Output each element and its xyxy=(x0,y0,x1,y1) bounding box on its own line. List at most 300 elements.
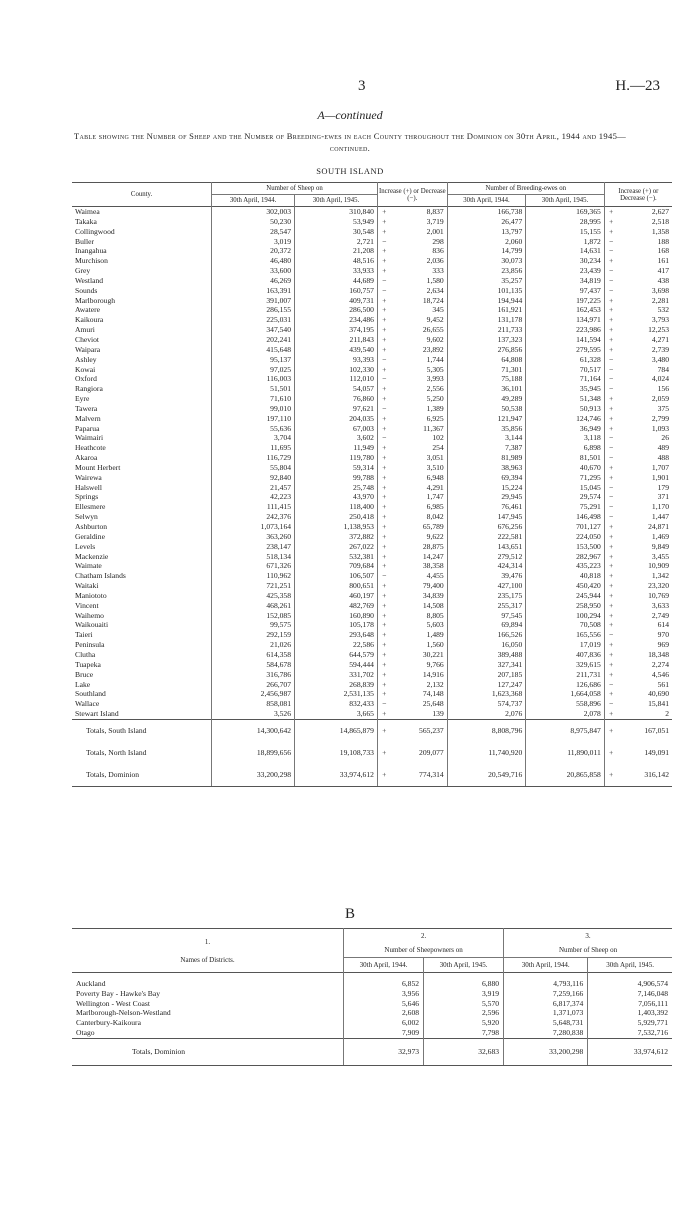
sheep-change: 298 xyxy=(391,237,448,247)
owners-1945: 32,683 xyxy=(424,1038,504,1065)
sheep-1944: 111,415 xyxy=(212,502,295,512)
sheep-1944: 97,025 xyxy=(212,365,295,375)
ewes-1944: 13,797 xyxy=(447,227,526,237)
sheep-change-sign: + xyxy=(382,709,387,719)
table-row xyxy=(72,404,672,414)
ewes-change-sign: + xyxy=(608,226,614,236)
sheep-1944: 1,371,073 xyxy=(504,1008,588,1018)
ewes-1945: 282,967 xyxy=(526,552,605,562)
sheep-1944: 99,575 xyxy=(212,620,295,630)
sheep-change: 345 xyxy=(391,305,448,315)
sheep-1944: 584,678 xyxy=(212,660,295,670)
ewes-1945: 224,050 xyxy=(526,532,605,542)
table-row xyxy=(72,492,672,502)
table-row xyxy=(72,335,672,345)
ewes-change-sign: − xyxy=(608,364,614,374)
table-row xyxy=(72,286,672,296)
ewes-change: 9,849 xyxy=(651,541,669,551)
sheep-1944: 425,358 xyxy=(212,591,295,601)
ewes-1944: 71,301 xyxy=(447,365,526,375)
sheep-1945: 1,403,392 xyxy=(637,1008,668,1018)
table-row xyxy=(72,973,672,989)
table-row xyxy=(72,660,672,670)
ewes-1944: 279,512 xyxy=(447,552,526,562)
county-name: Halswell xyxy=(72,483,212,493)
ewes-1944: 64,808 xyxy=(447,355,526,365)
ewes-change: 316,142 xyxy=(617,764,672,787)
table-row xyxy=(72,689,672,699)
sheep-1945: 250,418 xyxy=(295,512,378,522)
ewes-change-sign: − xyxy=(608,699,614,709)
ewes-1944: 194,944 xyxy=(447,296,526,306)
sheep-1945: 53,949 xyxy=(295,217,378,227)
sheep-change: 11,367 xyxy=(391,424,448,434)
ewes-1944: 30,073 xyxy=(447,256,526,266)
sheep-1944: 33,600 xyxy=(212,266,295,276)
table-row xyxy=(72,1028,672,1038)
sheep-1945: 7,056,111 xyxy=(638,998,668,1008)
owners-1945: 5,920 xyxy=(424,1018,504,1028)
ewes-1944: 35,257 xyxy=(447,276,526,286)
ewes-1944: 26,477 xyxy=(447,217,526,227)
ewes-1945: 141,594 xyxy=(526,335,605,345)
sheep-1945: 331,702 xyxy=(295,670,378,680)
sheep-1945: 48,516 xyxy=(295,256,378,266)
sheep-change: 9,452 xyxy=(391,315,448,325)
sheep-1945: 22,586 xyxy=(295,640,378,650)
ewes-change-sign: + xyxy=(608,334,614,344)
sheep-1945: 102,330 xyxy=(295,365,378,375)
section-b-title: B xyxy=(344,906,355,922)
ewes-1945: 29,574 xyxy=(526,492,605,502)
sheep-1945: 267,022 xyxy=(295,542,378,552)
sheep-change-sign: + xyxy=(382,325,387,335)
county-name: Mackenzie xyxy=(72,552,212,562)
table-row xyxy=(72,276,672,286)
ewes-1944: 101,135 xyxy=(447,286,526,296)
totals-label: Totals, North Island xyxy=(72,742,212,764)
sheepowners-group-header: Number of Sheepowners on xyxy=(344,943,504,958)
owners-1944: 5,646 xyxy=(344,999,424,1009)
county-name: Tuapeka xyxy=(72,660,212,670)
sheep-change: 5,305 xyxy=(391,365,448,375)
sheep-1945: 30,548 xyxy=(295,227,378,237)
ewes-change: 1,901 xyxy=(651,472,669,482)
ewes-1945: 71,295 xyxy=(526,473,605,483)
sheep-1945: 234,486 xyxy=(295,315,378,325)
totals-row xyxy=(72,742,672,764)
owners-1945: 7,798 xyxy=(424,1028,504,1038)
table-row xyxy=(72,542,672,552)
ewes-1944: 389,488 xyxy=(447,650,526,660)
county-name: Malvern xyxy=(72,414,212,424)
county-name: Waipara xyxy=(72,345,212,355)
totals-row xyxy=(72,1038,672,1065)
ewes-1945: 100,294 xyxy=(526,611,605,621)
ewes-change: 161 xyxy=(657,256,669,266)
sheep-change-sign: + xyxy=(382,344,387,354)
sheep-1944: 55,804 xyxy=(212,463,295,473)
sheep-1945: 21,208 xyxy=(295,246,378,256)
table-row xyxy=(72,989,672,999)
ewes-change: 3,698 xyxy=(651,285,669,295)
district-header-number: 1. xyxy=(204,937,211,946)
sheep-1945: 112,010 xyxy=(295,374,378,384)
sheep-change: 1,560 xyxy=(391,640,448,650)
sheep-1945: 709,684 xyxy=(295,561,378,571)
table-row xyxy=(72,266,672,276)
table-row xyxy=(72,630,672,640)
sheep-change-sign: + xyxy=(382,551,387,561)
sheep-change: 1,580 xyxy=(391,276,448,286)
sheep-1944: 116,003 xyxy=(212,374,295,384)
breeding-group-header: Number of Breeding-ewes on xyxy=(447,183,604,195)
ewes-change-sign: − xyxy=(608,443,614,453)
ewes-change-sign: − xyxy=(608,285,614,295)
ewes-1945-header: 30th April, 1945. xyxy=(526,195,605,207)
ewes-change: 24,871 xyxy=(648,522,669,531)
sheep-change: 209,077 xyxy=(391,742,448,764)
ewes-change: 532 xyxy=(657,305,669,315)
table-row xyxy=(72,453,672,463)
table-row xyxy=(72,345,672,355)
sheep-change-sign: + xyxy=(377,719,390,742)
sheep-change: 254 xyxy=(391,443,448,453)
ewes-1944: 121,947 xyxy=(447,414,526,424)
sheep-1944: 46,480 xyxy=(212,256,295,266)
county-name: Bruce xyxy=(72,670,212,680)
sheep-1944: 3,019 xyxy=(212,237,295,247)
table-row xyxy=(72,571,672,581)
county-name: Collingwood xyxy=(72,227,212,237)
ewes-1945: 23,439 xyxy=(526,266,605,276)
ewes-change-sign: + xyxy=(608,207,614,216)
sheep-1944: 4,793,116 xyxy=(504,973,588,989)
sheep-change: 28,875 xyxy=(391,542,448,552)
ewes-1945: 2,078 xyxy=(526,709,605,719)
district-name: Otago xyxy=(72,1028,344,1038)
table-row xyxy=(72,473,672,483)
ewes-1945: 35,945 xyxy=(526,384,605,394)
ewes-1944: 2,076 xyxy=(447,709,526,719)
county-name: Clutha xyxy=(72,650,212,660)
ewes-change-sign: − xyxy=(608,482,614,492)
county-name: Oxford xyxy=(72,374,212,384)
ewes-1945: 153,500 xyxy=(526,542,605,552)
owners-1944: 6,002 xyxy=(344,1018,424,1028)
sheep-1944: 238,147 xyxy=(212,542,295,552)
county-name: Wallace xyxy=(72,699,212,709)
county-name: Levels xyxy=(72,542,212,552)
table-row xyxy=(72,552,672,562)
sheep-1945: 268,839 xyxy=(295,680,378,690)
sheep-change-sign: + xyxy=(382,649,387,659)
owners-1945: 6,880 xyxy=(424,973,504,989)
ewes-change: 12,253 xyxy=(648,325,669,335)
sheep-1945: 211,843 xyxy=(295,335,378,345)
county-name: Vincent xyxy=(72,601,212,611)
ewes-change-sign: − xyxy=(608,630,614,640)
sheep-1944: 242,376 xyxy=(212,512,295,522)
ewes-1944: 166,526 xyxy=(447,630,526,640)
table-row xyxy=(72,999,672,1009)
table-row xyxy=(72,374,672,384)
sheep-change: 836 xyxy=(391,246,448,256)
sheep-change: 6,948 xyxy=(391,473,448,483)
table-row xyxy=(72,601,672,611)
sheep-change-sign: + xyxy=(382,522,387,531)
ewes-change: 3,633 xyxy=(651,600,669,610)
table-row xyxy=(72,483,672,493)
ewes-change-sign: − xyxy=(608,236,614,246)
sheep-1945: 105,178 xyxy=(295,620,378,630)
sheep-number: 3. xyxy=(504,929,672,944)
sheep-change: 1,747 xyxy=(391,492,448,502)
ewes-change: 784 xyxy=(657,364,669,374)
sheep-change: 79,400 xyxy=(391,581,448,591)
county-name: Waimairi xyxy=(72,433,212,443)
ewes-change: 2,281 xyxy=(651,295,669,305)
sheep-1945: 7,146,048 xyxy=(637,988,668,998)
ewes-change-sign: + xyxy=(608,423,614,433)
sheep-change: 65,789 xyxy=(391,522,448,532)
county-sheep-table xyxy=(72,182,672,787)
sheep-change-sign: + xyxy=(382,747,387,757)
ewes-1944: 15,224 xyxy=(447,483,526,493)
ewes-change-sign: − xyxy=(608,492,614,502)
district-sheepowners-table xyxy=(72,928,672,1066)
sheep-change: 9,602 xyxy=(391,335,448,345)
ewes-change: 188 xyxy=(657,236,669,246)
sheep-1944: 21,026 xyxy=(212,640,295,650)
sheep-change: 565,237 xyxy=(391,719,448,742)
table-row xyxy=(72,384,672,394)
sheep-1945: 5,929,771 xyxy=(637,1018,668,1028)
sheep-change: 25,648 xyxy=(391,699,448,709)
sheep-change-sign: − xyxy=(382,275,387,285)
county-name: Lake xyxy=(72,680,212,690)
sheep-change-sign: + xyxy=(382,492,387,502)
ewes-1945: 134,971 xyxy=(526,315,605,325)
totals-row xyxy=(72,719,672,742)
ewes-1944: 137,323 xyxy=(447,335,526,345)
sheep-change-sign: + xyxy=(382,679,387,689)
ewes-1944-header: 30th April, 1944. xyxy=(447,195,526,207)
sheep-1945: 310,840 xyxy=(295,207,378,217)
ewes-1945: 162,453 xyxy=(526,305,605,315)
sheep-change: 5,250 xyxy=(391,394,448,404)
ewes-1944: 23,856 xyxy=(447,266,526,276)
sheep-1945: 19,108,733 xyxy=(295,742,378,764)
ewes-change-sign: + xyxy=(608,649,614,659)
table-row xyxy=(72,217,672,227)
table-row xyxy=(72,315,672,325)
ewes-change-sign: + xyxy=(608,590,614,600)
ewes-change: 970 xyxy=(657,630,669,640)
sheep-1944: 20,372 xyxy=(212,246,295,256)
sheep-change: 3,510 xyxy=(391,463,448,473)
ewes-change: 2,739 xyxy=(651,344,669,354)
sheep-change: 5,603 xyxy=(391,620,448,630)
sheep-change-sign: − xyxy=(382,433,387,443)
sheep-group-header-b: Number of Sheep on xyxy=(558,946,618,954)
ewes-1944: 49,289 xyxy=(447,394,526,404)
sheep-1945: 832,433 xyxy=(295,699,378,709)
district-header xyxy=(72,929,344,973)
sheep-change-sign: − xyxy=(382,699,387,709)
sheep-change: 139 xyxy=(391,709,448,719)
sheep-1944: 92,840 xyxy=(212,473,295,483)
ewes-1944: 76,461 xyxy=(447,502,526,512)
sheep-1944: 163,391 xyxy=(212,286,295,296)
table-row xyxy=(72,709,672,719)
county-name: Inangahua xyxy=(72,246,212,256)
sheep-change-sign: + xyxy=(382,472,387,482)
sheep-1945: 439,540 xyxy=(295,345,378,355)
sheep-1945: 160,890 xyxy=(295,611,378,621)
ewes-1945: 20,865,858 xyxy=(526,764,605,787)
ewes-change: 2,627 xyxy=(651,207,669,216)
ewes-change-sign: + xyxy=(608,581,614,591)
sheep-change: 14,508 xyxy=(391,601,448,611)
sheep-change-sign: + xyxy=(382,669,387,679)
sheep-1944: 28,547 xyxy=(212,227,295,237)
sheep-1944: 18,899,656 xyxy=(212,742,295,764)
ewes-1945: 15,045 xyxy=(526,483,605,493)
ewes-change-sign: − xyxy=(608,502,614,512)
ewes-1945: 701,127 xyxy=(526,522,605,532)
county-name: Ashley xyxy=(72,355,212,365)
sheep-1945: 204,035 xyxy=(295,414,378,424)
sheep-1944: 415,648 xyxy=(212,345,295,355)
ewes-1945: 169,365 xyxy=(526,207,605,217)
sheep-change-sign: + xyxy=(382,659,387,669)
increase-header: Increase (+) or Decrease (−). xyxy=(377,183,447,207)
ewes-change-sign: − xyxy=(608,679,614,689)
ewes-1945: 14,631 xyxy=(526,246,605,256)
ewes-1944: 7,387 xyxy=(447,443,526,453)
county-name: Waihemo xyxy=(72,611,212,621)
sheep-1945: 460,197 xyxy=(295,591,378,601)
sheep-change: 3,051 xyxy=(391,453,448,463)
sheep-change-sign: + xyxy=(382,226,387,236)
sheep-change: 6,985 xyxy=(391,502,448,512)
sheep-change: 1,744 xyxy=(391,355,448,365)
sheep-change-sign: + xyxy=(377,764,390,787)
ewes-change: 371 xyxy=(657,492,669,502)
sheep-group-header: Number of Sheep on xyxy=(212,183,378,195)
district-name: Poverty Bay - Hawke's Bay xyxy=(72,989,344,999)
table-row xyxy=(72,365,672,375)
ewes-change: 26 xyxy=(661,433,669,443)
ewes-change-sign: + xyxy=(604,764,617,787)
ewes-1944: 222,581 xyxy=(447,532,526,542)
sheep-change: 3,993 xyxy=(391,374,448,384)
sheep-1944: 347,540 xyxy=(212,325,295,335)
table-row xyxy=(72,522,672,532)
ewes-1945: 3,118 xyxy=(526,433,605,443)
sheep-1945: 76,860 xyxy=(295,394,378,404)
ewes-1945: 17,019 xyxy=(526,640,605,650)
sheep-1945: 800,651 xyxy=(295,581,378,591)
sheep-1945: 644,579 xyxy=(295,650,378,660)
ewes-change: 167,051 xyxy=(617,719,672,742)
sheep-1945: 44,689 xyxy=(295,276,378,286)
sheep-change: 2,036 xyxy=(391,256,448,266)
sheep-change-sign: + xyxy=(382,630,387,640)
sheep-change: 8,837 xyxy=(391,207,448,217)
county-name: Sounds xyxy=(72,286,212,296)
table-row xyxy=(72,699,672,709)
table-row xyxy=(72,237,672,247)
sheep-change-sign: + xyxy=(382,216,387,226)
sheep-change-sign: + xyxy=(382,581,387,591)
ewes-change: 489 xyxy=(657,443,669,453)
county-name: Waimea xyxy=(72,207,212,217)
sheep-1945: 54,057 xyxy=(295,384,378,394)
sheep-1944: 468,261 xyxy=(212,601,295,611)
county-name: Murchison xyxy=(72,256,212,266)
county-name: Mount Herbert xyxy=(72,463,212,473)
sheep-change-sign: − xyxy=(382,236,387,246)
table-row xyxy=(72,305,672,315)
ewes-change: 149,091 xyxy=(644,747,669,757)
owners-1944: 6,852 xyxy=(344,973,424,989)
ewes-1945: 197,225 xyxy=(526,296,605,306)
ewes-change-sign: − xyxy=(608,384,614,394)
county-name: Grey xyxy=(72,266,212,276)
ewes-change-sign: + xyxy=(608,472,614,482)
sheep-1945: 286,500 xyxy=(295,305,378,315)
ewes-change: 15,841 xyxy=(648,699,669,709)
table-row xyxy=(72,1008,672,1018)
table-row xyxy=(72,394,672,404)
sheep-change-sign: + xyxy=(382,246,387,256)
county-name: Rangiora xyxy=(72,384,212,394)
district-name: Canterbury-Kaikoura xyxy=(72,1018,344,1028)
ewes-1944: 14,799 xyxy=(447,246,526,256)
sheep-change-sign: − xyxy=(382,354,387,364)
sheep-change-sign: + xyxy=(382,610,387,620)
ewes-change: 3,480 xyxy=(651,354,669,364)
ewes-1944: 69,894 xyxy=(447,620,526,630)
ewes-1945: 81,501 xyxy=(526,453,605,463)
ewes-change: 40,690 xyxy=(648,689,669,699)
district-header-label: Names of Districts. xyxy=(180,955,235,964)
ewes-change: 10,769 xyxy=(648,590,669,600)
county-name: Taieri xyxy=(72,630,212,640)
sheep-1945: 119,780 xyxy=(295,453,378,463)
sheep-1945: 532,381 xyxy=(295,552,378,562)
sheep-change-sign: + xyxy=(382,364,387,374)
sheep-1944: 7,280,838 xyxy=(504,1028,588,1038)
ewes-change: 3,793 xyxy=(651,315,669,325)
table-row xyxy=(72,532,672,542)
table-row xyxy=(72,355,672,365)
ewes-change: 2 xyxy=(665,709,669,719)
sheep-1945: 97,621 xyxy=(295,404,378,414)
sheep-1945: 11,949 xyxy=(295,443,378,453)
sheep-change: 34,839 xyxy=(391,591,448,601)
sheep-change-sign: + xyxy=(382,689,387,699)
sheep-change-sign: − xyxy=(382,571,387,581)
sheep-change: 14,247 xyxy=(391,552,448,562)
county-name: Stewart Island xyxy=(72,709,212,719)
sheep-1945: 594,444 xyxy=(295,660,378,670)
sheep-change-sign: − xyxy=(382,403,387,413)
ewes-1945: 245,944 xyxy=(526,591,605,601)
ewes-1945: 61,328 xyxy=(526,355,605,365)
